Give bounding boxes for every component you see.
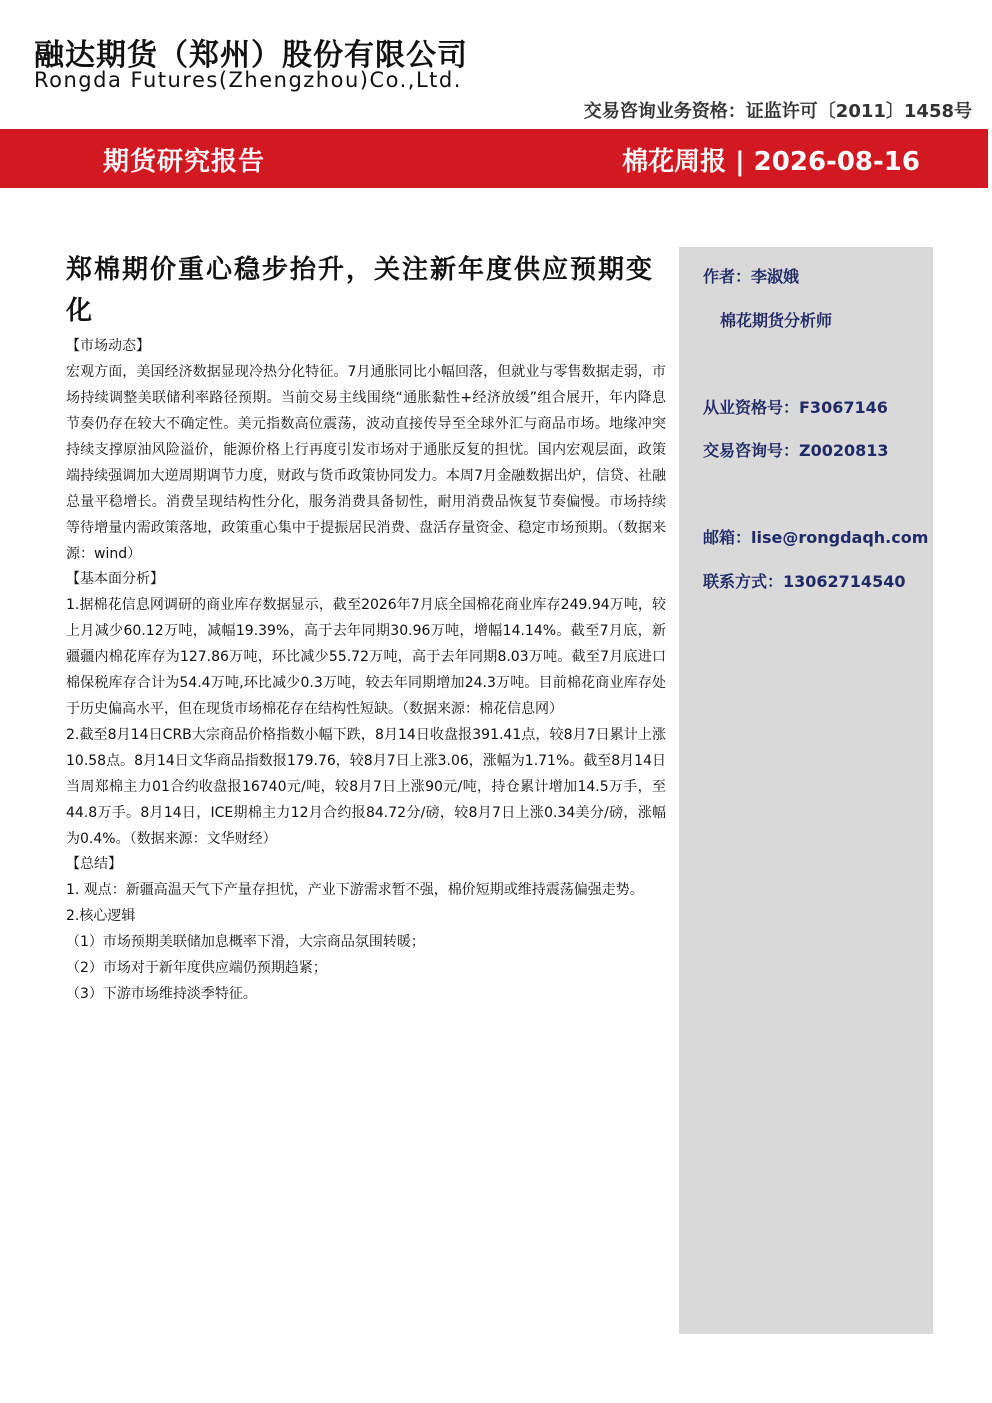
fundamental-paragraph-1: 1.据棉花信息网调研的商业库存数据显示，截至2026年7月底全国棉花商业库存249.94万吨，较上月减少60.12万吨，减幅19.39%，高于去年同期30.96万吨，增幅14.14%。截至7月底，新疆疆内棉花库存为127.86万吨，环比减少55.72万吨，高于去年同期8.03万吨。截至7月底进口棉保税库存合计为54.4万吨,环比减少0.3万吨，较去年同期增加24.3万吨。目前棉花商业库存处于历史偏高水平，但在现货市场棉花存在结构性短缺。（数据来源：棉花信息网） [66, 597, 666, 717]
fundamental-section-label: 【基本面分析】 [66, 571, 164, 587]
report-banner [0, 129, 988, 188]
summary-item: （2）市场对于新年度供应端仍预期趋紧； [66, 960, 327, 976]
summary-item: （3）下游市场维持淡季特征。 [66, 986, 257, 1002]
summary-paragraph-1: 1. 观点：新疆高温天气下产量存担忧，产业下游需求暂不强，棉价短期或维持震荡偏强走势。 [66, 882, 644, 898]
qualification-number: 从业资格号：F3067146 [703, 398, 888, 417]
summary-paragraph-2-title: 2.核心逻辑 [66, 908, 136, 924]
author-role: 棉花期货分析师 [720, 311, 833, 330]
summary-item: （1）市场预期美联储加息概率下滑，大宗商品氛围转暖； [66, 934, 425, 950]
fundamental-paragraph-2: 2.截至8月14日CRB大宗商品价格指数小幅下跌，8月14日收盘报391.41点，较8月7日累计上涨10.58点。8月14日文华商品指数报179.76，较8月7日上涨3.06，涨幅为1.71%。截至8月14日当周郑棉主力01合约收盘报16740元/吨，较8月7日上涨90元/吨，持仓累计增加14.5万手，至44.8万手。8月14日，ICE期棉主力12月合约报84.72分/磅，较8月7日上涨0.34美分/磅，涨幅为0.4%。（数据来源：文华财经） [66, 727, 666, 847]
report-headline: 郑棉期价重心稳步抬升，关注新年度供应预期变化 [66, 255, 655, 326]
report-type-title: 期货研究报告 [103, 147, 266, 177]
author-sidebar [679, 247, 933, 1334]
author-email[interactable]: 邮箱：lise@rongdaqh.com [703, 528, 929, 547]
license-text: 交易咨询业务资格：证监许可〔2011〕1458号 [583, 101, 972, 122]
company-name-en: Rongda Futures(Zhengzhou)Co.,Ltd. [34, 68, 462, 92]
author-phone: 联系方式：13062714540 [703, 572, 906, 591]
market-paragraph: 宏观方面，美国经济数据显现冷热分化特征。7月通胀同比小幅回落，但就业与零售数据走弱，市场持续调整美联储利率路径预期。当前交易主线围绕“通胀黏性+经济放缓”组合展开，年内降息节奏仍存在较大不确定性。美元指数高位震荡，波动直接传导至全球外汇与商品市场。地缘冲突持续支撑原油风险溢价，能源价格上行再度引发市场对于通胀反复的担忧。国内宏观层面，政策端持续强调加大逆周期调节力度，财政与货币政策协同发力。本周7月金融数据出炉，信贷、社融总量平稳增长。消费呈现结构性分化，服务消费具备韧性，耐用消费品恢复节奏偏慢。市场持续等待增量内需政策落地，政策重心集中于提振居民消费、盘活存量资金、稳定市场预期。（数据来源：wind） [66, 364, 666, 562]
consult-number: 交易咨询号：Z0020813 [703, 441, 889, 460]
report-date-title: 棉花周报 | 2026-08-16 [622, 147, 920, 177]
market-section-label: 【市场动态】 [66, 338, 150, 354]
author-name: 作者：李淑娥 [703, 267, 800, 286]
report-body [66, 250, 666, 1007]
company-name-cn: 融达期货（郑州）股份有限公司 [34, 38, 468, 73]
summary-section-label: 【总结】 [66, 856, 122, 872]
